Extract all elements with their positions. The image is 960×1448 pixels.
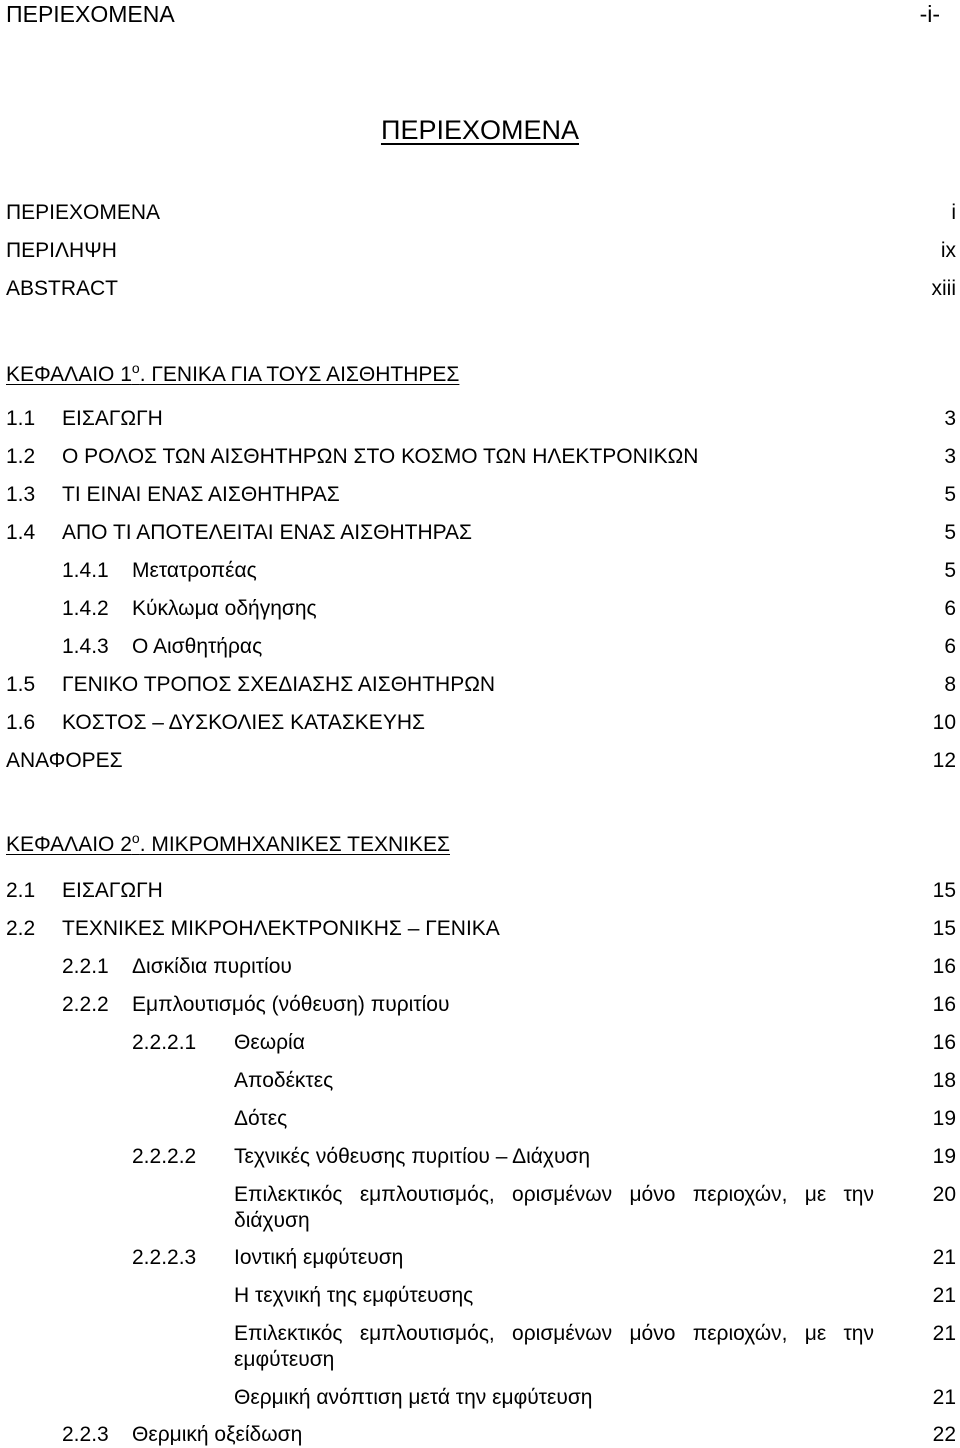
toc-entry-page: 22 bbox=[932, 1423, 956, 1446]
toc-entry-number: 1.3 bbox=[6, 483, 36, 506]
toc-entry-page: 5 bbox=[944, 559, 956, 582]
toc-entry[interactable] bbox=[6, 1182, 956, 1234]
running-header-page: -i- bbox=[919, 1, 940, 27]
toc-entry-number: 1.4.1 bbox=[62, 559, 109, 582]
toc-entry-number: 1.4 bbox=[6, 521, 36, 544]
toc-entry-page: 18 bbox=[932, 1069, 956, 1092]
toc-entry-label: Ο ΡΟΛΟΣ ΤΩΝ ΑΙΣΘΗΤΗΡΩΝ ΣΤΟ ΚΟΣΜΟ ΤΩΝ ΗΛΕΚΤΡΟΝΙΚΩΝ bbox=[62, 445, 699, 468]
toc-entry-number: 2.2.3 bbox=[62, 1423, 109, 1446]
running-header-title: ΠΕΡΙΕΧΟΜΕΝΑ bbox=[6, 1, 175, 27]
toc-entry-label: ΠΕΡΙΕΧΟΜΕΝΑ bbox=[6, 201, 161, 224]
toc-entry-page: 15 bbox=[932, 879, 956, 902]
toc-entry-label: Θερμική ανόπτιση μετά την εμφύτευση bbox=[234, 1386, 593, 1409]
toc-entry-page: 10 bbox=[932, 711, 956, 734]
page-title: ΠΕΡΙΕΧΟΜΕΝΑ bbox=[380, 115, 580, 145]
toc-entry-page: 5 bbox=[944, 483, 956, 506]
toc-entry-label: Η τεχνική της εμφύτευσης bbox=[234, 1284, 474, 1307]
toc-entry-number: 1.1 bbox=[6, 407, 36, 430]
toc-entry-label: Επιλεκτικός εμπλουτισμός, ορισμένων μόνο περιοχών, με την διάχυση bbox=[234, 1183, 874, 1232]
toc-entry-page: 3 bbox=[944, 407, 956, 430]
toc-entry-label: ΕΙΣΑΓΩΓΗ bbox=[62, 407, 163, 430]
toc-entry-number: 1.6 bbox=[6, 711, 36, 734]
toc-entry-label: ΓΕΝΙΚΟ ΤΡΟΠΟΣ ΣΧΕΔΙΑΣΗΣ ΑΙΣΘΗΤΗΡΩΝ bbox=[62, 673, 496, 696]
toc-entry-page: 6 bbox=[944, 635, 956, 658]
toc-entry-label: ΤΕΧΝΙΚΕΣ ΜΙΚΡΟΗΛΕΚΤΡΟΝΙΚΗΣ – ΓΕΝΙΚΑ bbox=[62, 917, 500, 940]
toc-entry-label: Δισκίδια πυριτίου bbox=[132, 955, 292, 978]
toc-entry-page: 6 bbox=[944, 597, 956, 620]
toc-entry-number: 2.2.1 bbox=[62, 955, 109, 978]
toc-entry-label: Μετατροπέας bbox=[132, 559, 257, 582]
toc-entry-label: ΑΝΑΦΟΡΕΣ bbox=[6, 749, 123, 772]
toc-entry-label: ΚΟΣΤΟΣ – ΔΥΣΚΟΛΙΕΣ ΚΑΤΑΣΚΕΥΗΣ bbox=[62, 711, 425, 734]
toc-entry-page: 12 bbox=[932, 749, 956, 772]
toc-entry-label: Δότες bbox=[234, 1107, 288, 1130]
toc-entry-page: 21 bbox=[932, 1386, 956, 1409]
toc-entry-number: 2.1 bbox=[6, 879, 36, 902]
toc-entry-number: 1.4.3 bbox=[62, 635, 109, 658]
toc-entry-page: 15 bbox=[932, 917, 956, 940]
toc-entry-page: i bbox=[951, 201, 956, 224]
toc-entry-page: 3 bbox=[944, 445, 956, 468]
toc-entry-page: 16 bbox=[932, 1031, 956, 1054]
chapter-heading-2[interactable]: ΚΕΦΑΛΑΙΟ $2^o$. ΜΙΚΡΟΜΗΧΑΝΙΚΕΣ ΤΕΧΝΙΚΕΣ bbox=[6, 830, 450, 856]
chapter-heading-1[interactable]: ΚΕΦΑΛΑΙΟ $1^o$. ΓΕΝΙΚΑ ΓΙΑ ΤΟΥΣ ΑΙΣΘΗΤΗΡΕΣ bbox=[6, 360, 460, 386]
toc-entry-page: 21 bbox=[932, 1284, 956, 1307]
toc-entry-page: 19 bbox=[932, 1145, 956, 1168]
toc-entry-page: 8 bbox=[944, 673, 956, 696]
toc-entry-page: ix bbox=[940, 239, 956, 262]
toc-entry-page: 16 bbox=[932, 955, 956, 978]
toc-entry-number: 1.5 bbox=[6, 673, 36, 696]
toc-entry-label: ΑΠΟ ΤΙ ΑΠΟΤΕΛΕΙΤΑΙ ΕΝΑΣ ΑΙΣΘΗΤΗΡΑΣ bbox=[62, 521, 473, 544]
toc-entry-label: Κύκλωμα οδήγησης bbox=[132, 597, 317, 620]
toc-entry-label: ΤΙ ΕΙΝΑΙ ΕΝΑΣ ΑΙΣΘΗΤΗΡΑΣ bbox=[62, 483, 340, 506]
toc-entry-page: 16 bbox=[932, 993, 956, 1016]
toc-entry-page: 20 bbox=[932, 1183, 956, 1206]
toc-entry-page: 21 bbox=[932, 1246, 956, 1269]
toc-entry-page: 5 bbox=[944, 521, 956, 544]
toc-entry-label: ΠΕΡΙΛΗΨΗ bbox=[6, 239, 117, 262]
toc-entry-label: Θερμική οξείδωση bbox=[132, 1423, 303, 1446]
toc-entry-label: Τεχνικές νόθευσης πυριτίου – Διάχυση bbox=[234, 1145, 591, 1168]
toc-entry-label: Αποδέκτες bbox=[234, 1069, 334, 1092]
toc-entry-number: 2.2.2.2 bbox=[132, 1145, 197, 1168]
toc-entry-number: 2.2.2.3 bbox=[132, 1246, 197, 1269]
toc-entry-number: 1.4.2 bbox=[62, 597, 109, 620]
toc-entry-page: 19 bbox=[932, 1107, 956, 1130]
toc-entry-label: Εμπλουτισμός (νόθευση) πυριτίου bbox=[132, 993, 450, 1016]
toc-entry-label: Θεωρία bbox=[234, 1031, 305, 1054]
toc-entry-label: Ο Αισθητήρας bbox=[132, 635, 263, 658]
toc-entry-label: Επιλεκτικός εμπλουτισμός, ορισμένων μόνο περιοχών, με την εμφύτευση bbox=[234, 1322, 874, 1371]
toc-entry-label: ABSTRACT bbox=[6, 277, 119, 300]
toc-entry-number: 2.2.2 bbox=[62, 993, 109, 1016]
toc-entry-label: ΕΙΣΑΓΩΓΗ bbox=[62, 879, 163, 902]
toc-entry-number: 1.2 bbox=[6, 445, 36, 468]
toc-entry-page: xiii bbox=[931, 277, 956, 300]
toc-entry[interactable] bbox=[6, 1321, 956, 1373]
toc-entry-number: 2.2.2.1 bbox=[132, 1031, 197, 1054]
toc-entry-label: Ιοντική εμφύτευση bbox=[234, 1246, 404, 1269]
toc-entry-page: 21 bbox=[932, 1322, 956, 1345]
toc-entry-number: 2.2 bbox=[6, 917, 36, 940]
